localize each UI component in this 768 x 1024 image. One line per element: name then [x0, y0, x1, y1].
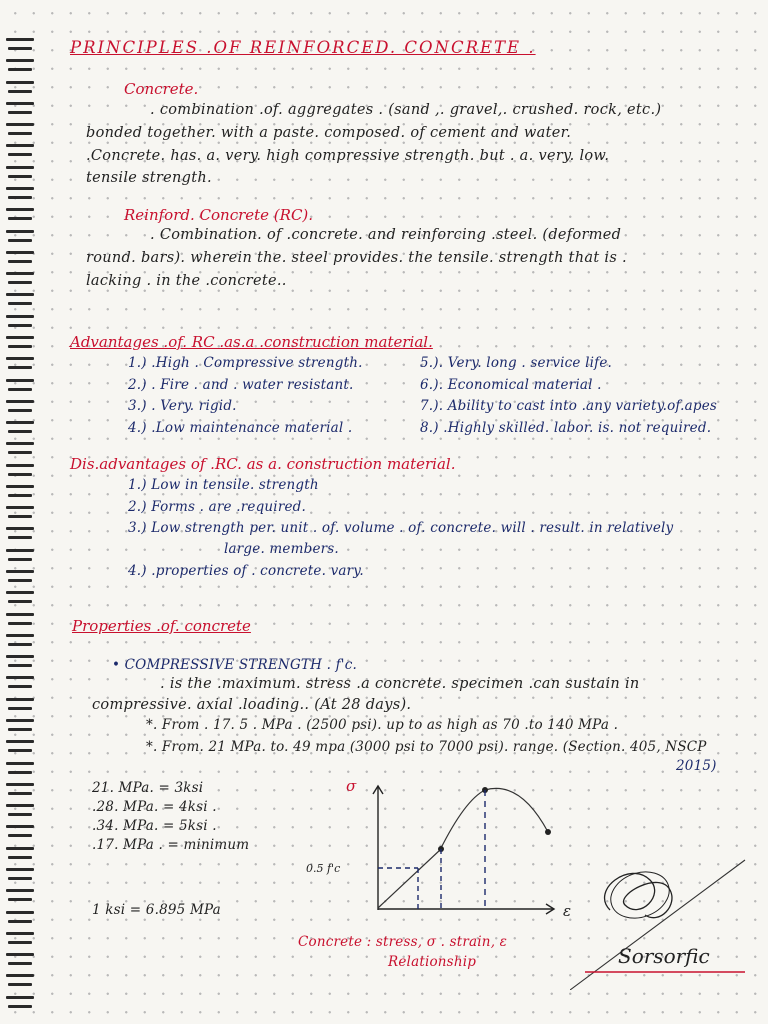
advantage-item: 7.). Ability to cast into .any variety.of.apes — [420, 398, 718, 414]
disadvantage-item: 3.) Low strength per. unit . of. volume . of. concrete. will . result. in relatively — [128, 520, 674, 536]
signature: Sorsorfic — [618, 944, 710, 968]
sigma-label: σ — [346, 777, 357, 795]
disadvantage-item: 4.) .properties of . concrete. vary. — [128, 563, 364, 579]
definition-line-2: compressive. axial .loading.. (At 28 days). — [92, 697, 412, 713]
disadvantage-item: large. members. — [224, 541, 339, 557]
advantage-item: 2.) . Fire . and . water resistant. — [128, 377, 354, 393]
rc-heading: Reinford. Concrete (RC). — [124, 206, 314, 224]
range-line-1: *. From . 17. 5 . MPa . (2500 psi). up to as high as 70 .to 140 MPa . — [146, 717, 619, 733]
conversion-item: .34. MPa. = 5ksi . — [92, 818, 217, 834]
concrete-line-3: .Concrete. has. a. very. high compressive strength. but . a. very. low. — [86, 148, 610, 164]
compressive-strength-bullet: • COMPRESSIVE STRENGTH . f'c. — [112, 657, 357, 673]
concrete-line-4: tensile strength. — [86, 170, 212, 186]
advantage-item: 4.) .Low maintenance material . — [128, 420, 353, 436]
stress-strain-graph — [370, 780, 570, 920]
advantage-item: 3.) . Very. rigid. — [128, 398, 237, 414]
range-line-2b: 2015) — [676, 758, 717, 774]
range-line-2: *. From. 21 MPa. to. 49 mpa (3000 psi to 7000 psi). range. (Section. 405, NSCP — [146, 739, 707, 755]
advantages-heading: Advantages .of. RC .as.a .construction material. — [70, 333, 433, 351]
concrete-heading: Concrete. — [124, 80, 199, 98]
conversion-item: .28. MPa. = 4ksi . — [92, 799, 217, 815]
advantage-item: 8.) .Highly skilled. labor. is. not required. — [420, 420, 712, 436]
graph-caption-line-2: Relationship — [388, 954, 477, 970]
advantage-item: 6.). Economical material . — [420, 377, 602, 393]
rc-line-2: round. bars). wherein the. steel provides. the tensile. strength that is . — [86, 250, 627, 266]
rc-line-3: lacking . in the .concrete.. — [86, 273, 287, 289]
advantage-item: 5.). Very. long . service life. — [420, 355, 613, 371]
rc-line-1: . Combination. of .concrete. and reinforcing .steel. (deformed — [150, 227, 622, 243]
conversion-item: .17. MPa . = minimum — [92, 837, 250, 853]
concrete-line-1: . combination .of. aggregates . (sand ,. gravel,. crushed. rock, etc.) — [150, 102, 662, 118]
properties-heading: Properties .of. concrete — [72, 617, 251, 635]
disadvantages-heading: Dis.advantages of .RC. as a. construction material. — [70, 455, 456, 473]
spiral-binding — [6, 38, 40, 1008]
stress-strain-curve — [378, 788, 548, 908]
advantage-item: 1.) .High . Compressive strength. — [128, 355, 363, 371]
disadvantage-item: 1.) Low in tensile. strength — [128, 477, 319, 493]
page-title: PRINCIPLES .OF REINFORCED. CONCRETE . — [70, 38, 536, 57]
concrete-line-2: bonded together. with a paste. composed. of cement and water. — [86, 125, 572, 141]
definition-line-1: . is the .maximum. stress .a concrete. specimen .can sustain in — [160, 676, 640, 692]
curve-point — [545, 829, 551, 835]
conversion-item: 21. MPa. = 3ksi — [92, 780, 204, 796]
disadvantage-item: 2.) Forms . are .required. — [128, 499, 306, 515]
signature-scribble — [570, 850, 750, 990]
graph-caption-line-1: Concrete : stress, σ . strain, ε — [298, 934, 508, 950]
ksi-conversion: 1 ksi = 6.895 MPa — [92, 902, 221, 918]
half-fc-label: 0.5 f'c — [306, 862, 341, 875]
epsilon-label: ε — [563, 902, 572, 920]
